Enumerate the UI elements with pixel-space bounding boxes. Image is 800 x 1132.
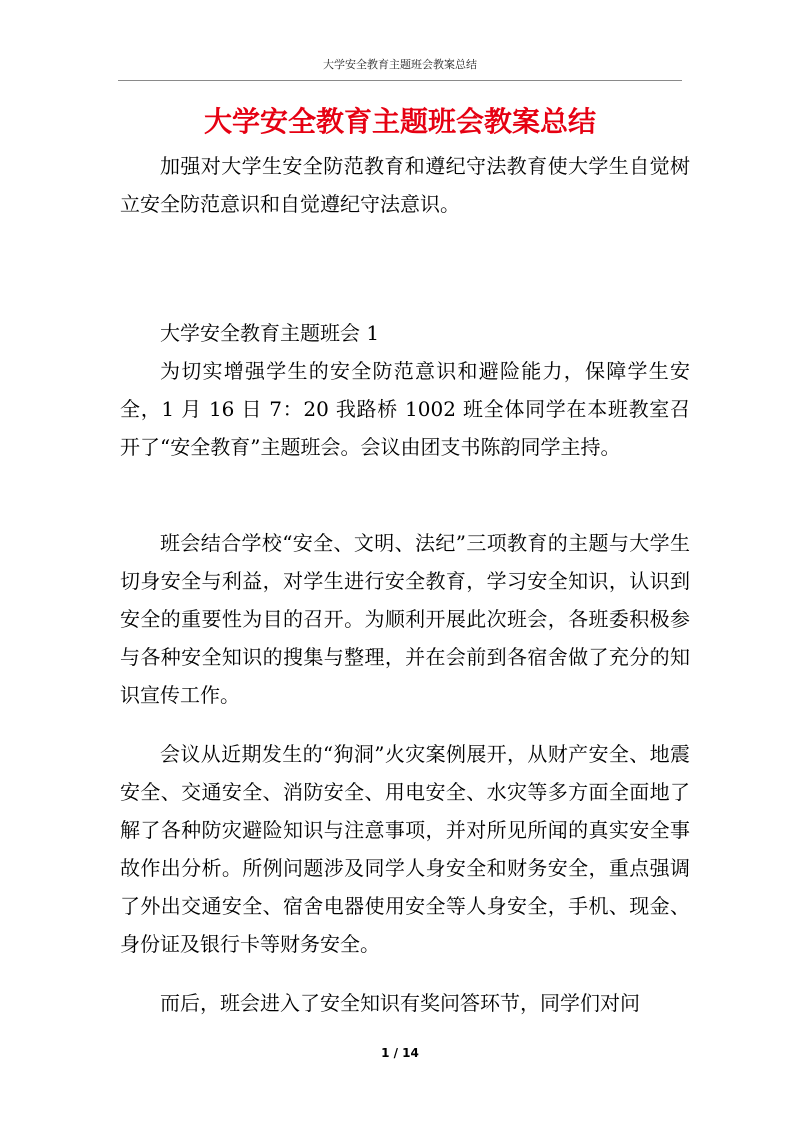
running-header: 大学安全教育主题班会教案总结 xyxy=(323,58,477,71)
document-title: 大学安全教育主题班会教案总结 xyxy=(203,105,596,138)
body-paragraph-3: 会议从近期发生的“狗洞”火灾案例展开，从财产安全、地震安全、交通安全、消防安全、用电安全、水灾等多方面全面地了解了各种防灾避险知识与注意事项，并对所见所闻的真实安全事故作出分析。所例问题涉及同学人身安全和财务安全，重点强调了外出交通安全、宿舍电器使用安全等人身安全，手机、现金、身份证及银行卡等财务安全。 xyxy=(120,742,690,956)
page-number: 1 / 14 xyxy=(381,1046,419,1060)
intro-paragraph: 加强对大学生安全防范教育和遵纪守法教育使大学生自觉树立安全防范意识和自觉遵纪守法意识。 xyxy=(120,154,690,216)
body-paragraph-1: 为切实增强学生的安全防范意识和避险能力，保障学生安全，1 月 16 日 7：20 我路桥 1002 班全体同学在本班教室召开了“安全教育”主题班会。会议由团支书陈韵同学主持。 xyxy=(120,359,690,459)
section-heading: 大学安全教育主题班会 1 xyxy=(160,321,380,345)
body-paragraph-2: 班会结合学校“安全、文明、法纪”三项教育的主题与大学生切身安全与利益，对学生进行安全教育，学习安全知识，认识到安全的重要性为目的召开。为顺利开展此次班会，各班委积极参与各种安全知识的搜集与整理，并在会前到各宿舍做了充分的知识宣传工作。 xyxy=(120,531,690,707)
body-paragraph-4: 而后，班会进入了安全知识有奖问答环节，同学们对问 xyxy=(160,991,640,1015)
header-divider xyxy=(118,80,682,81)
